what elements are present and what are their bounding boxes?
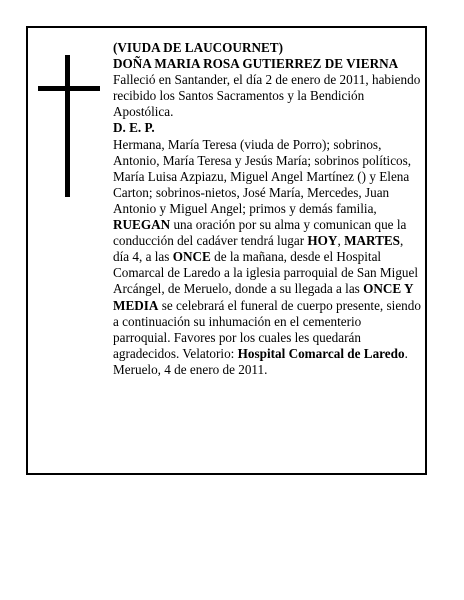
once-y-media-words: ONCE Y MEDIA — [113, 281, 414, 313]
request-text-3: , día 4, a las — [113, 233, 404, 265]
cross-icon — [38, 55, 100, 197]
deceased-name: DOÑA MARIA ROSA GUTIERREZ DE VIERNA — [113, 56, 399, 72]
dep-line: D. E. P. — [113, 120, 155, 136]
once-word: ONCE — [172, 249, 211, 265]
family-list: Hermana, María Teresa (viuda de Porro); sobrinos, Antonio, María Teresa y Jesús María; sobrinos políticos, María Luisa Azpiazu, Miguel Angel Martínez () y Elena Carton; sobrinos-nietos, José María, Mercedes, Juan Antonio y Miguel Angel; primos y demás familia, — [113, 136, 412, 216]
velatorio-location: Hospital Comarcal de Laredo — [237, 345, 405, 361]
request-text-4: de la mañana, desde el Hospital Comarcal de Laredo a la iglesia parroquial de San Miguel Arcángel, de Meruelo, donde a su llegada a las — [113, 249, 419, 297]
martes-word: MARTES — [344, 233, 401, 249]
funeral-request — [113, 217, 421, 362]
cross-vertical-bar — [65, 55, 70, 197]
ruegan-word: RUEGAN — [113, 217, 171, 233]
request-text-5: se celebrará el funeral de cuerpo presente, siendo a continuación su inhumación en el cementerio parroquial. Favores por los cuales les quedarán agradecidos. Velatorio: — [113, 297, 421, 361]
request-text-6: . — [404, 345, 408, 361]
cross-horizontal-bar — [38, 86, 100, 91]
request-text-1: una oración por su alma y comunican que la conducción del cadáver tendrá lugar — [113, 217, 407, 249]
request-text-2: , — [337, 233, 345, 249]
obituary-text — [113, 40, 421, 378]
hoy-word: HOY — [307, 233, 338, 249]
widow-line: (VIUDA DE LAUCOURNET) — [113, 40, 283, 55]
closing-place-date: Meruelo, 4 de enero de 2011. — [113, 361, 268, 377]
death-announcement: Falleció en Santander, el día 2 de enero de 2011, habiendo recibido los Santos Sacramentos y la Bendición Apostólica. — [113, 72, 421, 120]
